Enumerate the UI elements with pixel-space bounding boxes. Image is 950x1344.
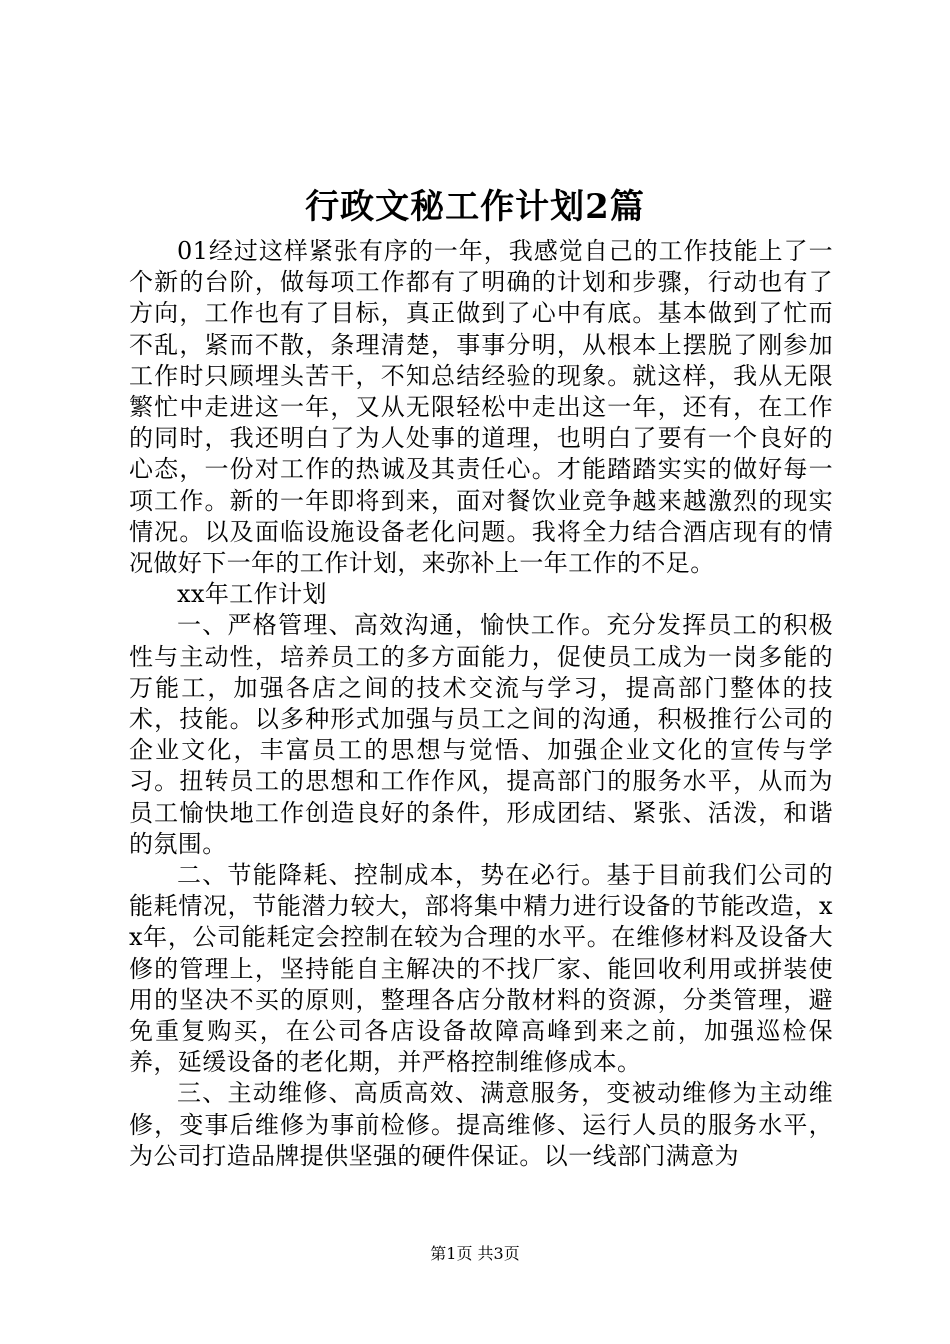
- paragraph-item-3: 三、主动维修、高质高效、满意服务，变被动维修为主动维修，变事后维修为事前检修。提高维修、运行人员的服务水平，为公司打造品牌提供坚强的硬件保证。以一线部门满意为: [129, 1079, 833, 1170]
- paragraph-item-2: 二、节能降耗、控制成本，势在必行。基于目前我们公司的能耗情况，节能潜力较大，部将集中精力进行设备的节能改造，xx年，公司能耗定会控制在较为合理的水平。在维修材料及设备大修的管理上，坚持能自主解决的不找厂家、能回收利用或拼装使用的坚决不买的原则，整理各店分散材料的资源，分类管理，避免重复购买，在公司各店设备故障高峰到来之前，加强巡检保养，延缓设备的老化期，并严格控制维修成本。: [129, 861, 833, 1077]
- document-title: 行政文秘工作计划2篇: [305, 187, 645, 227]
- paragraph-intro: 01经过这样紧张有序的一年，我感觉自己的工作技能上了一个新的台阶，做每项工作都有了明确的计划和步骤，行动也有了方向，工作也有了目标，真正做到了心中有底。基本做到了忙而不乱，紧而不散，条理清楚，事事分明，从根本上摆脱了刚参加工作时只顾埋头苦干，不知总结经验的现象。就这样，我从无限繁忙中走进这一年，又从无限轻松中走出这一年，还有，在工作的同时，我还明白了为人处事的道理，也明白了要有一个良好的心态，一份对工作的热诚及其责任心。才能踏踏实实的做好每一项工作。新的一年即将到来，面对餐饮业竞争越来越激烈的现实情况。以及面临设施设备老化问题。我将全力结合酒店现有的情况做好下一年的工作计划，来弥补上一年工作的不足。: [129, 237, 833, 578]
- paragraph-plan-heading: xx年工作计划: [177, 580, 327, 609]
- document-body: [129, 236, 833, 1172]
- paragraph-item-1: 一、严格管理、高效沟通，愉快工作。充分发挥员工的积极性与主动性，培养员工的多方面能力，促使员工成为一岗多能的万能工，加强各店之间的技术交流与学习，提高部门整体的技术，技能。以多种形式加强与员工之间的沟通，积极推行公司的企业文化，丰富员工的思想与觉悟、加强企业文化的宣传与学习。扭转员工的思想和工作作风，提高部门的服务水平，从而为员工愉快地工作创造良好的条件，形成团结、紧张、活泼，和谐的氛围。: [129, 611, 833, 858]
- page-footer: 第1页 共3页: [430, 1244, 520, 1263]
